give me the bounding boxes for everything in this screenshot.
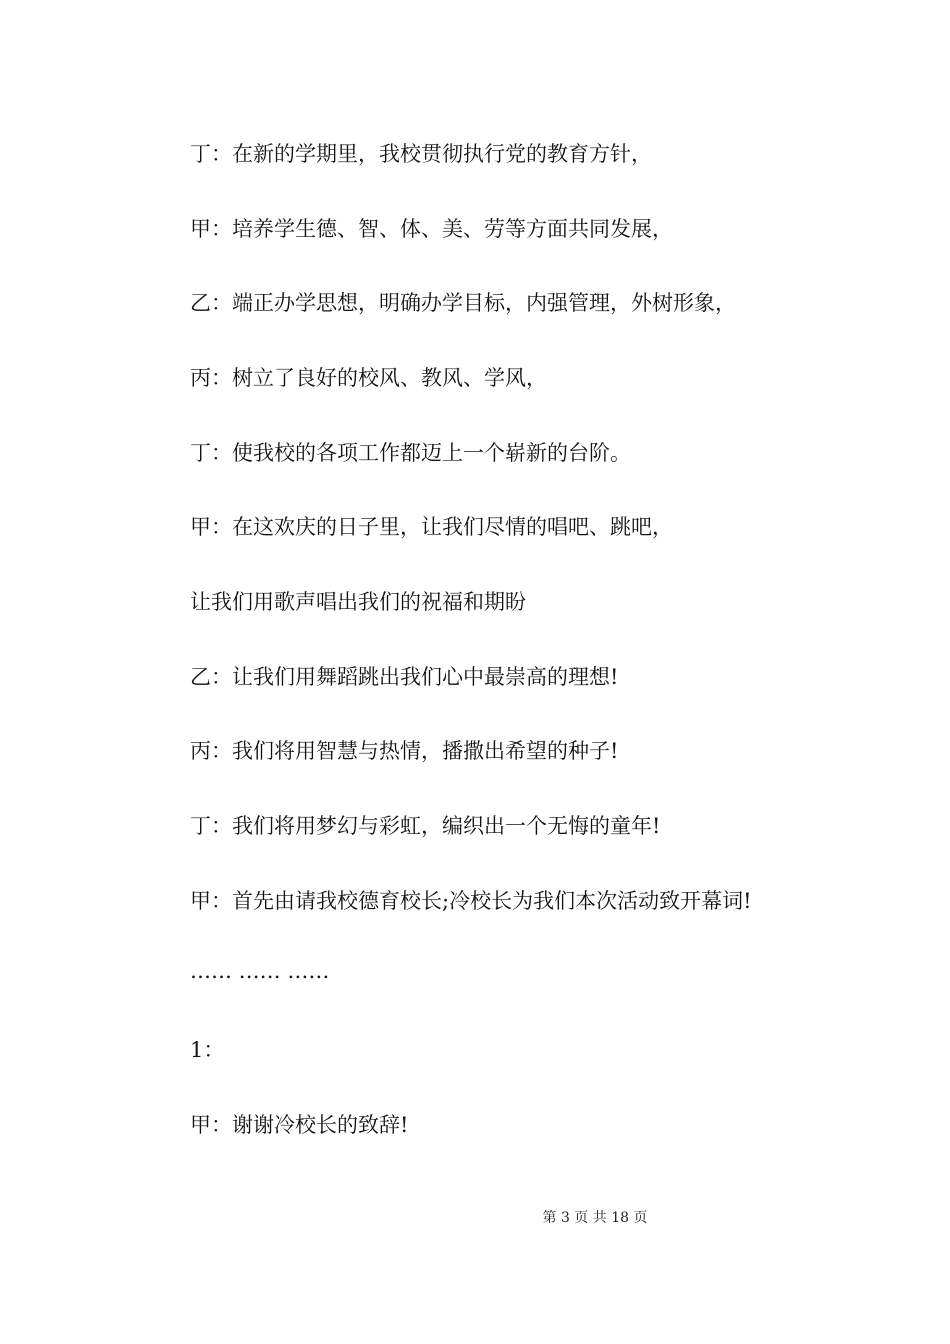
script-line: 乙：端正办学思想，明确办学目标，内强管理，外树形象， <box>190 291 736 315</box>
script-line: 丙：树立了良好的校风、教风、学风， <box>190 366 547 390</box>
script-line: 丁：在新的学期里，我校贯彻执行党的教育方针， <box>190 142 652 166</box>
script-line: 乙：让我们用舞蹈跳出我们心中最崇高的理想! <box>190 665 619 689</box>
script-line: 甲：谢谢冷校长的致辞! <box>190 1113 409 1137</box>
script-line: 甲：培养学生德、智、体、美、劳等方面共同发展， <box>190 217 673 241</box>
script-line: 丁：使我校的各项工作都迈上一个崭新的台阶。 <box>190 441 631 465</box>
page-number-footer: 第 3 页 共 18 页 <box>542 1210 648 1226</box>
ellipsis-line: …… …… …… <box>190 959 330 983</box>
script-line: 甲：在这欢庆的日子里，让我们尽情的唱吧、跳吧， <box>190 515 673 539</box>
script-line: 让我们用歌声唱出我们的祝福和期盼 <box>190 590 526 614</box>
script-line: 丙：我们将用智慧与热情，播撒出希望的种子! <box>190 739 619 763</box>
script-line: 1： <box>190 1038 225 1062</box>
script-line: 丁：我们将用梦幻与彩虹，编织出一个无悔的童年! <box>190 814 661 838</box>
script-line: 甲：首先由请我校德育校长;冷校长为我们本次活动致开幕词! <box>190 889 752 913</box>
